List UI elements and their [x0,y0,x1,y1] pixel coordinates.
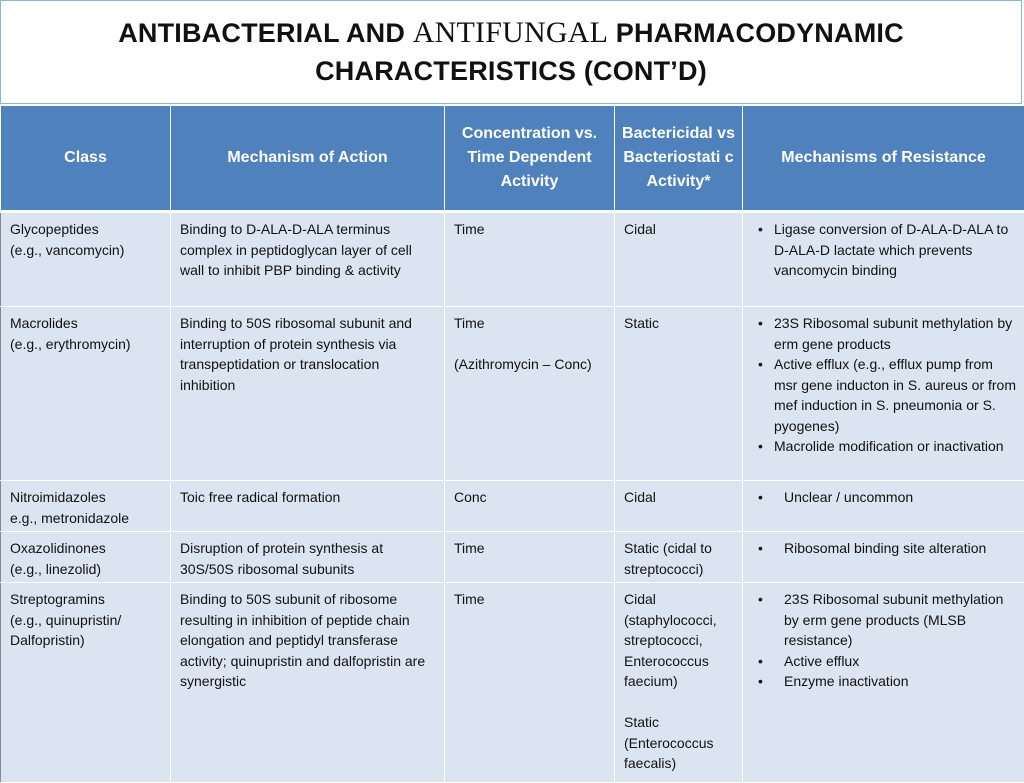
activity-value: Cidal [624,219,734,240]
slide-title [0,0,1022,104]
class-name: Nitroimidazoles [10,487,162,508]
cell-mechanism: Binding to 50S ribosomal subunit and interruption of protein synthesis via transpeptidation or translocation inhibition [171,307,445,481]
resistance-item: • Macrolide modification or inactivation [752,436,1016,457]
table-row [1,212,1024,307]
header-bactericidal: Bactericidal vs Bacteriostati c Activity* [615,106,743,212]
cell-class [1,212,171,307]
title-part-1: ANTIBACTERIAL AND [118,18,413,48]
activity-note: Static (Enterococcus faecalis) [624,712,734,774]
header-class: Class [1,106,171,212]
resistance-list [752,313,1016,457]
cell-resistance [743,212,1024,307]
cell-resistance [743,481,1024,532]
cell-mechanism: Toic free radical formation [171,481,445,532]
cell-concentration [445,532,615,583]
time-value: Time [454,589,606,610]
resistance-item: • 23S Ribosomal subunit methylation by erm gene products [752,313,1016,354]
title-part-serif: ANTIFUNGAL [413,16,608,49]
title-line-1 [118,14,904,52]
class-example: (e.g., erythromycin) [10,334,162,355]
class-example: (e.g., quinupristin/ Dalfopristin) [10,610,162,651]
cell-activity [615,212,743,307]
cell-resistance [743,532,1024,583]
activity-value: Cidal [624,487,734,508]
class-name: Macrolides [10,313,162,334]
cell-mechanism: Binding to D-ALA-D-ALA terminus complex in peptidoglycan layer of cell wall to inhibit PBP binding & activity [171,212,445,307]
time-value: Time [454,538,606,559]
resistance-item: • 23S Ribosomal subunit methylation by erm gene products (MLSB resistance) [752,589,1016,651]
cell-class [1,307,171,481]
pharmacodynamics-table [0,105,1024,783]
resistance-item: • Enzyme inactivation [752,671,1016,692]
resistance-list [752,219,1016,281]
cell-class [1,583,171,783]
header-resistance: Mechanisms of Resistance [743,106,1024,212]
resistance-list [752,538,1016,559]
resistance-item: • Ligase conversion of D-ALA-D-ALA to D-ALA-D lactate which prevents vancomycin binding [752,219,1016,281]
activity-value: Static (cidal to streptococci) [624,538,734,579]
cell-resistance [743,583,1024,783]
resistance-item: • Unclear / uncommon [752,487,1016,508]
activity-value: Static [624,313,734,334]
cell-resistance [743,307,1024,481]
header-mechanism: Mechanism of Action [171,106,445,212]
class-name: Streptogramins [10,589,162,610]
cell-concentration [445,583,615,783]
header-concentration: Concentration vs. Time Dependent Activity [445,106,615,212]
cell-mechanism: Binding to 50S subunit of ribosome resulting in inhibition of peptide chain elongation and peptidyl transferase activity; quinupristin and dalfopristin are synergistic [171,583,445,783]
cell-mechanism: Disruption of protein synthesis at 30S/50S ribosomal subunits [171,532,445,583]
table-row [1,583,1024,783]
title-line-2: CHARACTERISTICS (CONT’D) [315,52,707,90]
cell-class [1,481,171,532]
table-row [1,532,1024,583]
class-example: (e.g., linezolid) [10,559,162,580]
cell-concentration [445,307,615,481]
cell-activity [615,481,743,532]
cell-concentration [445,481,615,532]
resistance-list [752,589,1016,692]
time-value: Conc [454,487,606,508]
class-name: Glycopeptides [10,219,162,240]
resistance-item: • Active efflux [752,651,1016,672]
resistance-item: • Active efflux (e.g., efflux pump from msr gene inducton in S. aureus or from mef induction in S. pneumonia or S. pyogenes) [752,354,1016,436]
time-note: (Azithromycin – Conc) [454,354,606,375]
cell-concentration [445,212,615,307]
cell-activity [615,307,743,481]
time-value: Time [454,219,606,240]
table-row [1,481,1024,532]
class-example: e.g., metronidazole [10,508,162,529]
resistance-item: • Ribosomal binding site alteration [752,538,1016,559]
time-value: Time [454,313,606,334]
cell-class [1,532,171,583]
class-example: (e.g., vancomycin) [10,240,162,261]
table-row [1,307,1024,481]
resistance-list [752,487,1016,508]
class-name: Oxazolidinones [10,538,162,559]
cell-activity [615,583,743,783]
activity-value: Cidal (staphylococci, streptococci, Enterococcus faecium) [624,589,734,692]
title-part-2: PHARMACODYNAMIC [608,18,904,48]
cell-activity [615,532,743,583]
table-header-row [1,106,1024,212]
